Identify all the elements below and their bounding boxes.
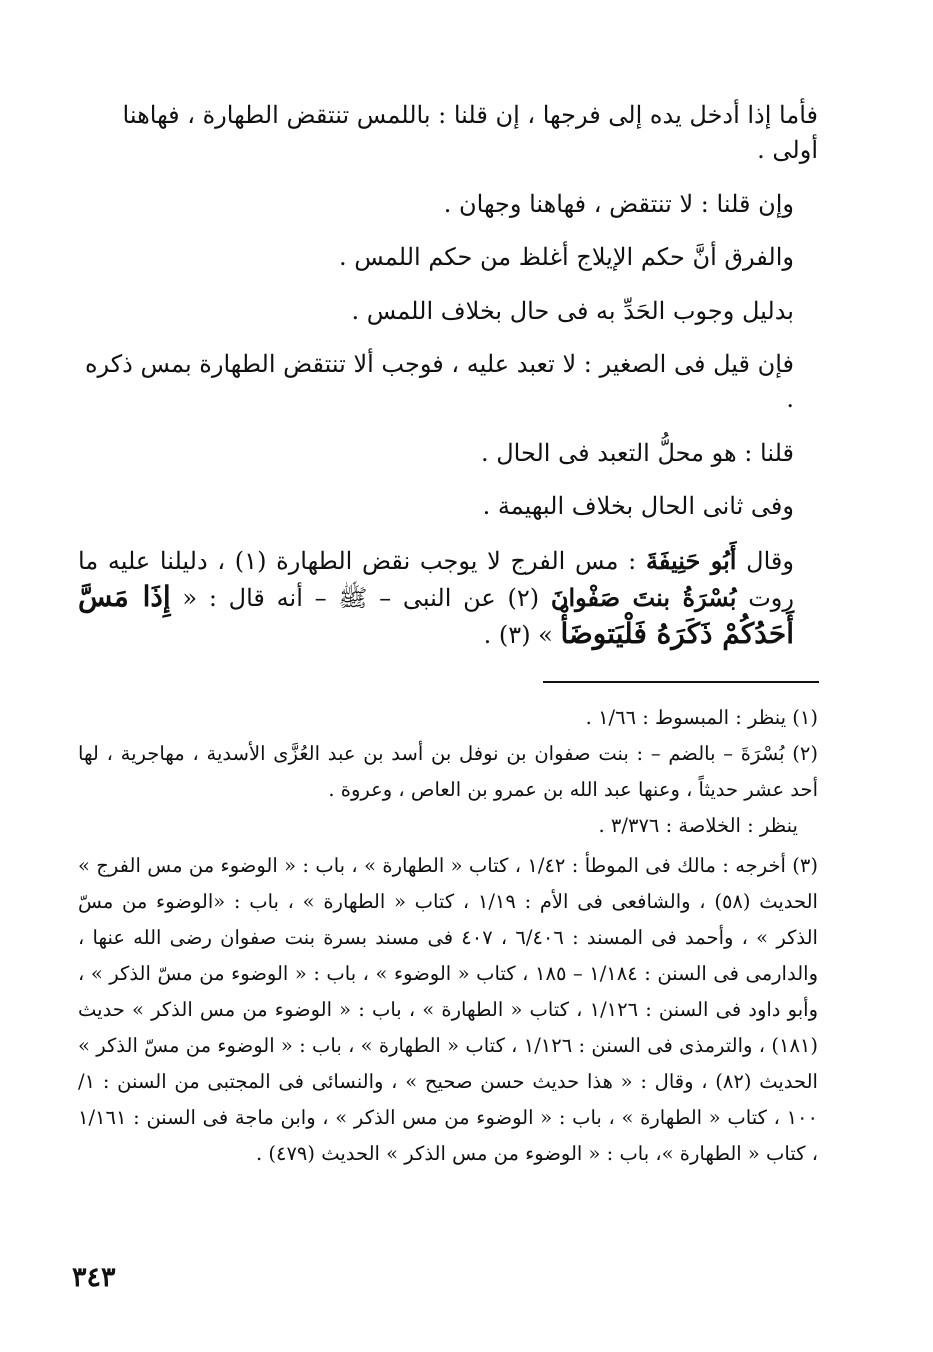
paragraph: بدليل وجوب الحَدِّ به فى حال بخلاف اللمس .	[351, 296, 794, 325]
text-run: وقال	[736, 546, 794, 575]
footnote-separator	[543, 681, 819, 683]
paragraph: والفرق أنَّ حكم الإيلاج أغلظ من حكم اللمس .	[339, 243, 794, 271]
page-number: ٣٤٣	[72, 1262, 116, 1293]
footnote-reference: ينظر : الخلاصة : ٣/٣٧٦ .	[598, 814, 798, 837]
paragraph: فإن قيل فى الصغير : لا تعبد عليه ، فوجب ألا تنتقض الطهارة بمس ذكره .	[84, 350, 794, 413]
footnote: (٢) بُسْرَةَ – بالضم – : بنت صفوان بن نوفل بن أسد بن عبد العُزَّى الأسدية ، مهاجرية ، لها أحد عشر حديثاً ، وعنها عبد الله بن عمرو بن العاص ، وعروة .	[78, 742, 818, 801]
person-name: أَبُو حَنِيفَةَ	[645, 545, 737, 575]
footnotes	[78, 700, 818, 1172]
footnote: (٣) أخرجه : مالك فى الموطأ : ١/٤٢ ، كتاب « الطهارة » ، باب : « الوضوء من مس الفرج » الحديث (٥٨) ، والشافعى فى الأم : ١/١٩ ، كتاب « الطهارة » ، باب : «الوضوء من مسّ الذكر » ، وأحمد فى المسند : ٦/٤٠٦ ، ٤٠٧ فى مسند بسرة بنت صفوان رضى الله عنها ، والدارمى فى السنن : ١/١٨٤ – ١٨٥ ، كتاب « الوضوء » ، باب : « الوضوء من مسّ الذكر » ، وأبو داود فى السنن : ١/١٢٦ ، كتاب « الطهارة » ، باب : « الوضوء من مس الذكر » حديث (١٨١) ، والترمذى فى السنن : ١/١٢٦ ، كتاب « الطهارة » ، باب : « الوضوء من مسّ الذكر » الحديث (٨٢) ، وقال : « هذا حديث حسن صحيح » ، والنسائى فى المجتبى من السنن : ١/ ١٠٠ ، كتاب « الطهارة » ، باب : « الوضوء من مس الذكر » ، وابن ماجة فى السنن : ١/١٦١ ، كتاب « الطهارة »، باب : « الوضوء من مس الذكر » الحديث (٤٧٩) .	[78, 854, 819, 1165]
paragraph: قلنا : هو محلُّ التعبد فى الحال .	[480, 438, 794, 467]
paragraph: وإن قلنا : لا تنتقض ، فهاهنا وجهان .	[443, 189, 794, 218]
footnote: (١) ينظر : المبسوط : ١/٦٦ .	[585, 706, 818, 729]
text-run: : مس الفرج لا يوجب نقض الطهارة (١) ، دليلنا عليه ما روت	[78, 546, 794, 612]
hadith-paragraph	[78, 543, 818, 653]
paragraph: وفى ثانى الحال بخلاف البهيمة .	[482, 492, 794, 520]
text-run: » (٣) .	[483, 620, 561, 649]
person-name: بُسْرَةُ بنتَ صَفْوانَ	[550, 582, 737, 612]
hadith-quote: إِذَا مَسَّ أَحَدُكُمْ ذَكَرَهُ فَلْيَتوضَأْ	[78, 579, 794, 650]
main-text	[78, 98, 818, 671]
text-run: (٢) عن النبى – ﷺ – أنه قال : «	[170, 583, 551, 612]
paragraph: فأما إذا أدخل يده إلى فرجها ، إن قلنا : باللمس تنتقض الطهارة ، فهاهنا أولى .	[122, 101, 818, 164]
